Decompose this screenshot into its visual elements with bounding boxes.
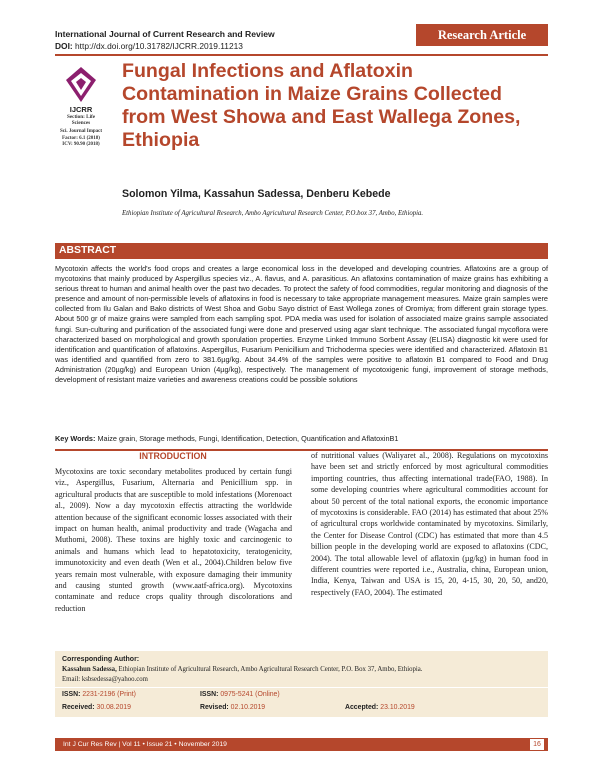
abstract-text: Mycotoxin affects the world's food crops and creates a large economical loss in the developed and developing countries. Aflatoxins are a group of mycotoxins that mainly produced by Aspergillus species viz., A. flavus, and A. parasiticus. An aflatoxins contamination of maize grains has exhibiting a serious threat to human and animal health over the past two decades. To protect the safety of food commodities, regular monitoring and diagnosis of the presence and amount of non-permissible levels of aflatoxins in food is necessary to take appropriate management measures. Maize grain samples were collected from Ilu Galan and Bako districts of West Shoa and Gobu Sayo district of East Wollega zones of Oromiya; from different grain storage types. About 500 gr of maize grains were sampled from each sampling spot. PDA media was used for isolation of associated maize grains sample associated fungi. Sun-culturing and purification of the associated fungi were done and preserved using agar slant technique. The associated fungal mycoflora were characterized based on morphological and growth sporulation properties. Enzyme Linked Immuno Sorbent Assay (ELISA) diagnostic kit were used for identification and quantification of aflatoxins. Aspergillus, Fusarium Penicillium and Trichoderma species were identified and characterized. Aflatoxin B1 was identified and quantified from zero to 381.6µg/kg. About 34.4% of the samples were positive to aflatoxin B1 compared to Food and Drug Administration (20µg/kg) and European Union (4µg/kg), respectively. The management of mycotoxigenic fungi, improvement of storage methods, development of resistant maize varieties and awareness creations could be possible solutions [55, 264, 548, 385]
revised-label: Revised: [200, 704, 229, 711]
header-rule [55, 54, 548, 56]
article-title: Fungal Infections and Aflatoxin Contamination in Maize Grains Collected from West Showa and East Wallega Zones, Ethiopia [122, 60, 521, 151]
issn-print [62, 691, 136, 698]
logo-metric-3: ICV: 90.90 (2018) [62, 142, 100, 148]
revised-value: 02.10.2019 [230, 704, 266, 711]
issn-print-value: 2231-2196 (Print) [82, 691, 136, 698]
page-number: 16 [530, 739, 544, 750]
correspondence-address: Ethiopian Institute of Agricultural Research, Ambo Agricultural Research Center, P.O. Box 37, Ambo, Ethiopia. [118, 666, 423, 673]
correspondence-author [62, 666, 423, 673]
accepted-value: 23.10.2019 [380, 704, 415, 711]
doi-line [55, 40, 415, 52]
author-affiliation: Ethiopian Institute of Agricultural Research, Ambo Agricultural Research Center, P.O.box 37, Ambo, Ethiopia. [122, 210, 424, 217]
body-column-left: Mycotoxins are toxic secondary metabolites produced by certain fungi viz., Aspergillus, Fusarium, Alternaria and Penicillium spp. in agricultural products that are susceptible to mold infestations (Morenoact al., 2009). Now a day mycotoxin effectis attracting the worldwide attention because of the significant economic losses associated with their impact on human health, animal productivity and trade (Wagacha and Muthomi, 2008). These toxins are highly toxic and carcinogenic to animals and humans which lead to hepatotoxicity, teratogenicity, immunotoxicity and even death (Wen et al., 2004).Children below five years remain most vulnerable, with exposure damaging their immunity and causing stunted growth (www.aatf-africa.org). Mycotoxins contaminate and reduce crops quality through discolorations and reduction [55, 467, 292, 613]
logo-section-2: Sciences [71, 120, 91, 127]
keywords-label: Key Words: [55, 434, 96, 443]
introduction-heading: INTRODUCTION [139, 451, 207, 461]
body-column-right: of nutritional values (Waliyaret al., 2008). Regulations on mycotoxins have been set and strictly enforced by most agricultural commodities importing countries, thus affecting international trade(FAO, 1988). In some developing countries where agricultural commodities account for about 50 percent of the total national exports, the economic importance of mycotoxins is considerable. FAO (2014) has estimated that about 25% of agricultural crops worldwide contaminated by mycotoxins. Similarly, the Center for Disease Control (CDC) has estimated that more than 4.5 billion people in the developing world are exposed to aflatoxins (CDC, 2004). The total allowable level of aflatoxin (µg/kg) in human food in different countries were reported i.e., Australia, china, European union, India, Kenya, Taiwan and USA is 15, 20, 4-15, 30, 20, 50, and20, respectively (FAO, 2004). The estimated [311, 451, 548, 597]
panel-divider [55, 687, 548, 688]
doi-label: DOI: [55, 41, 73, 51]
issn-print-label: ISSN: [62, 691, 81, 698]
logo-abbr: IJCRR [69, 105, 93, 114]
keywords-value: Maize grain, Storage methods, Fungi, Identification, Detection, Quantification and AflatoxinB1 [97, 434, 399, 443]
logo-section-1: Section: Life [66, 114, 96, 120]
journal-logo [50, 64, 112, 149]
correspondence-heading: Corresponding Author: [62, 656, 140, 663]
page-footer [55, 738, 548, 751]
issn-online-label: ISSN: [200, 691, 219, 698]
logo-metrics [50, 129, 112, 149]
revised-date [200, 704, 265, 711]
logo-metric-2: Factor: 6.1 (2018) [62, 135, 100, 141]
received-date [62, 704, 131, 711]
correspondence-email[interactable]: Email: ksbsedessa@yahoo.com [62, 676, 148, 683]
received-value: 30.08.2019 [96, 704, 131, 711]
abstract-heading: ABSTRACT [55, 243, 548, 259]
doi-link[interactable]: http://dx.doi.org/10.31782/IJCRR.2019.11213 [75, 41, 243, 51]
logo-metric-1: Sci. Journal Impact [59, 129, 103, 135]
correspondence-panel [55, 651, 548, 717]
accepted-label: Accepted: [345, 704, 379, 711]
issn-online [200, 691, 280, 698]
received-label: Received: [62, 704, 95, 711]
journal-header [55, 28, 415, 52]
journal-name: International Journal of Current Research and Review [55, 29, 275, 39]
keywords-line [55, 434, 548, 443]
ijcrr-logo-icon [64, 64, 98, 104]
footer-citation: Int J Cur Res Rev | Vol 11 • Issue 21 • November 2019 [63, 741, 227, 748]
article-authors: Solomon Yilma, Kassahun Sadessa, Denberu Kebede [122, 188, 391, 200]
accepted-date [345, 704, 415, 711]
issn-online-value: 0975-5241 (Online) [220, 691, 280, 698]
correspondence-name: Kassahun Sadessa, [62, 666, 117, 673]
article-type-badge: Research Article [416, 24, 548, 46]
